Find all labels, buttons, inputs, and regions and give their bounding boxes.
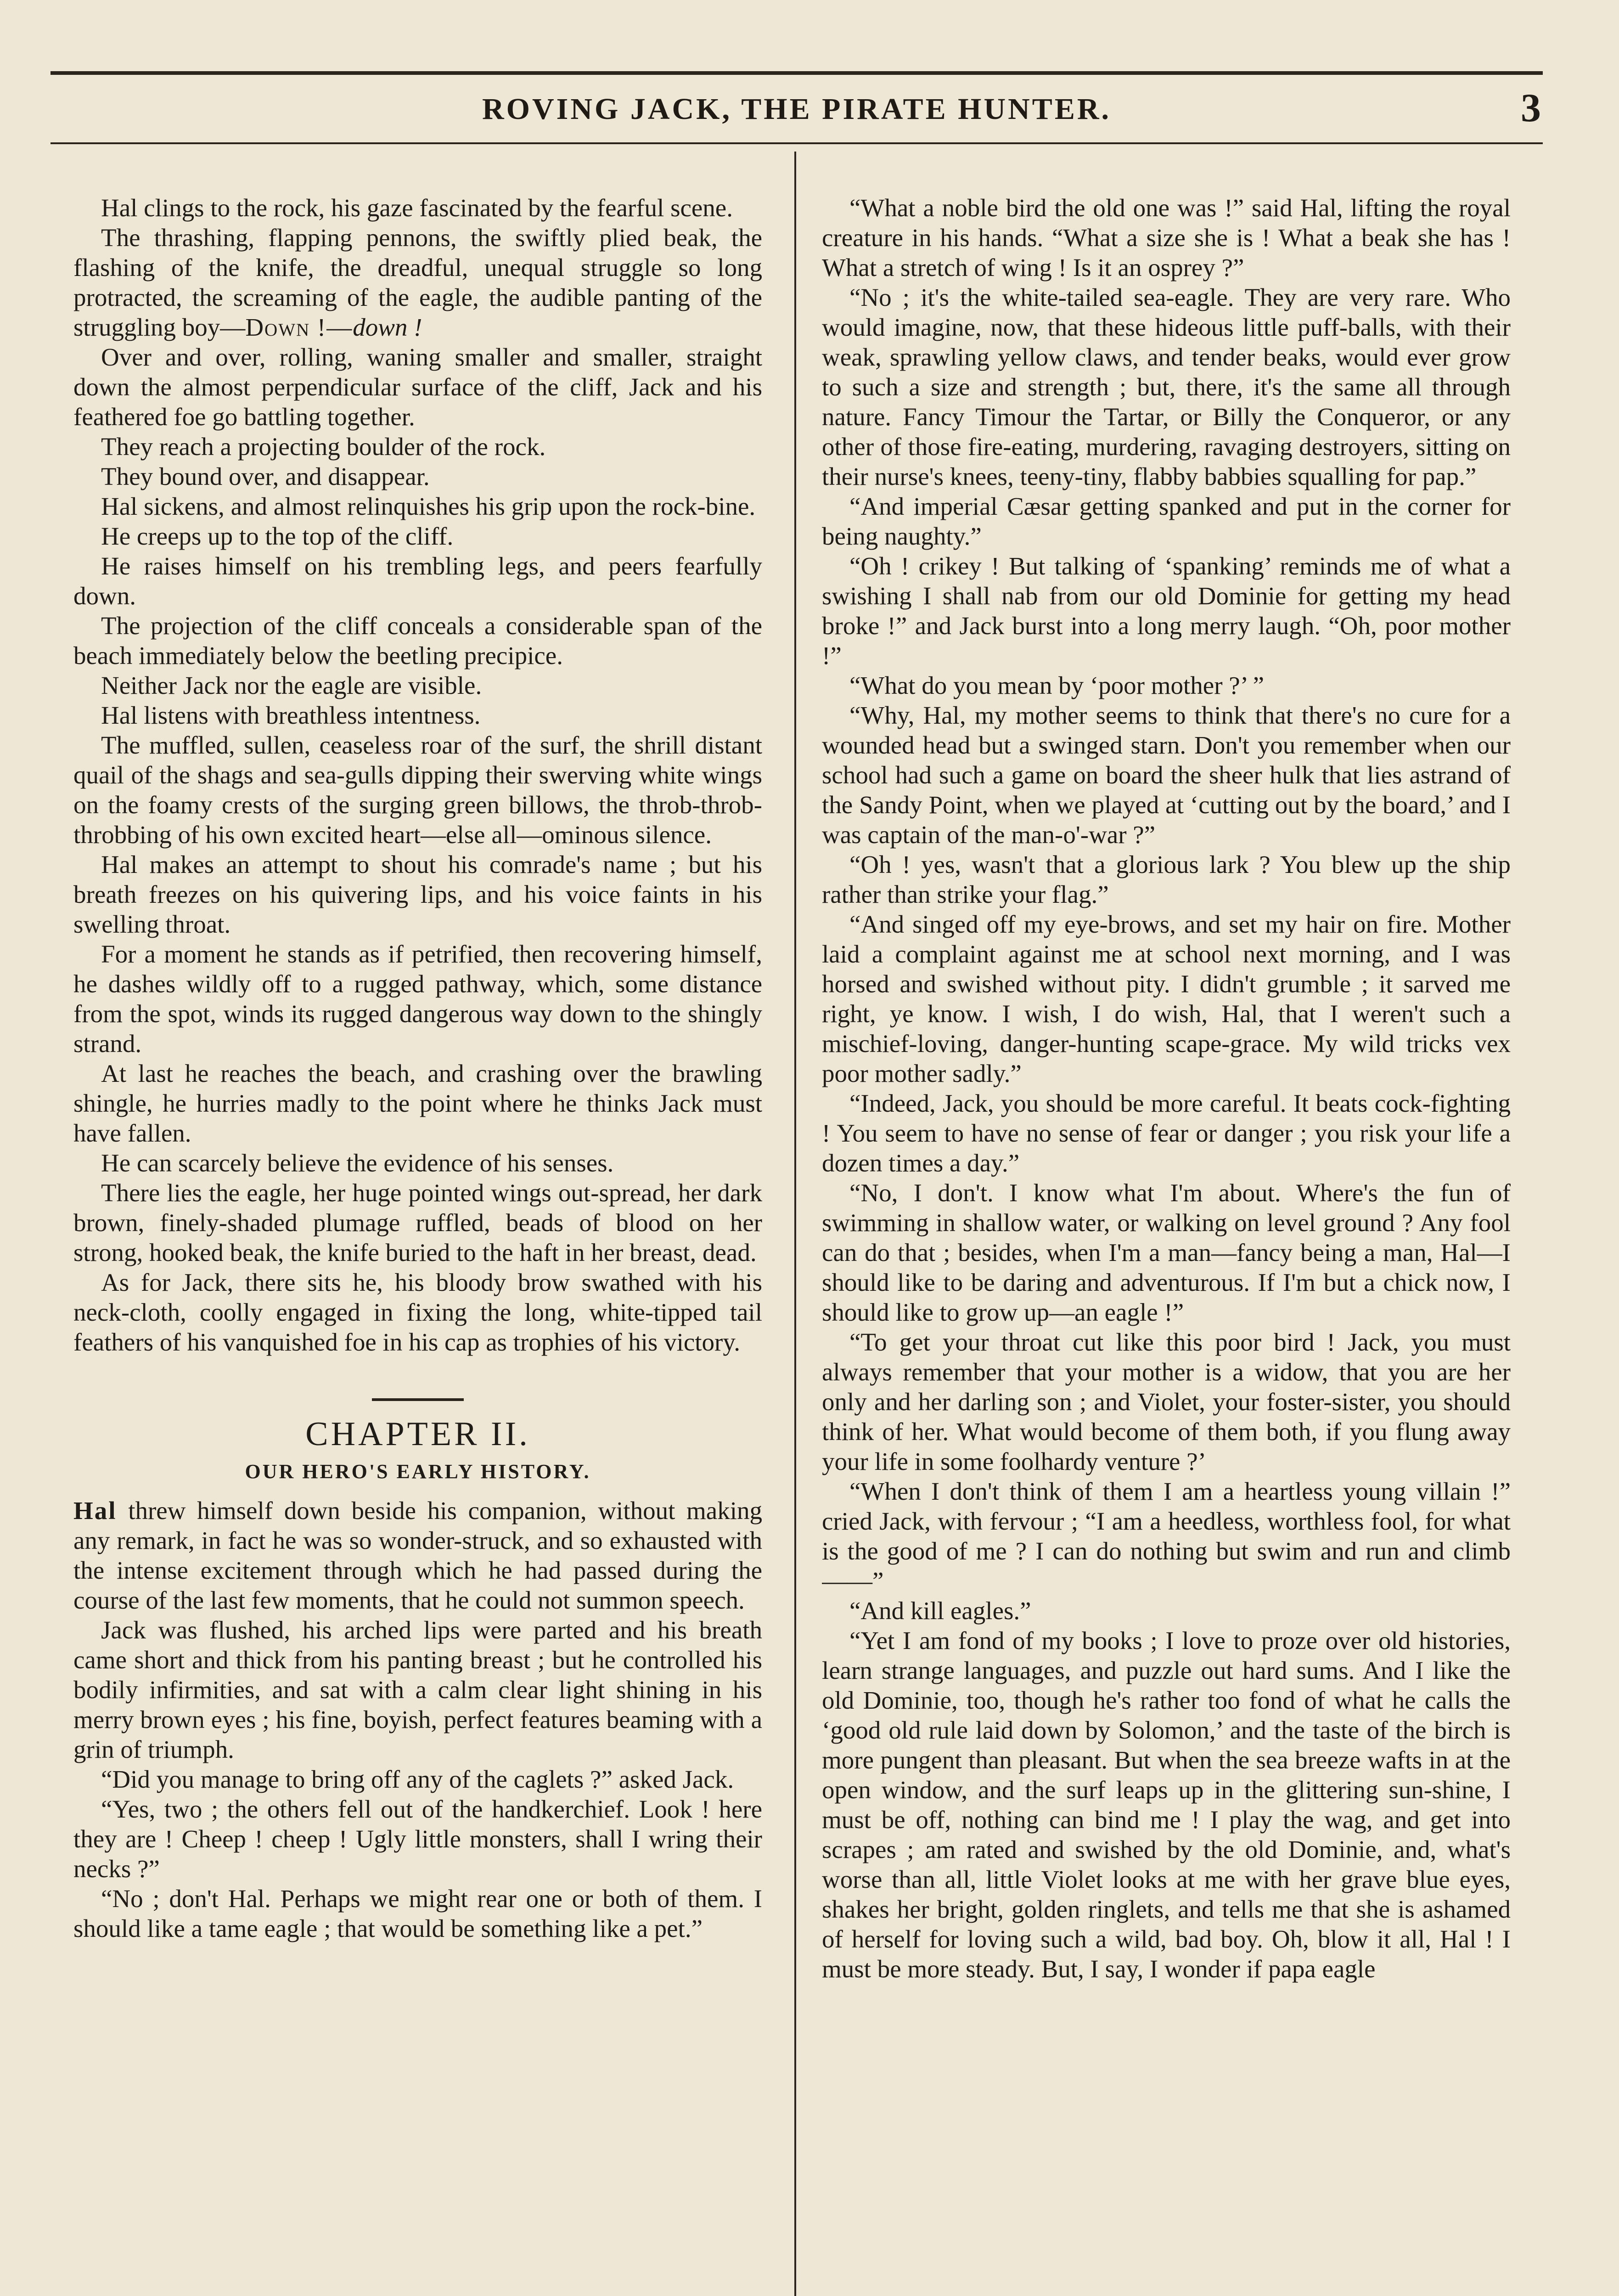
paragraph: “And singed off my eye-brows, and set my hair on fire. Mother laid a complaint against me at school next morning, and I was horsed and swished without pity. I didn't grumble ; it sarved me right, ye know. I wish, I do wish, Hal, that I weren't such a mischief-loving, danger-hunting scape-grace. My wild tricks vex poor mother sadly.” [822,910,1511,1087]
paragraph: “Did you manage to bring off any of the caglets ?” asked Jack. [101,1765,734,1793]
header-bottom-rule [51,142,1543,144]
down-italic: down ! [353,313,422,341]
paragraph: He can scarcely believe the evidence of his senses. [101,1149,614,1177]
left-column [73,193,762,2296]
chapter-subtitle: OUR HERO'S EARLY HISTORY. [245,1460,591,1483]
paragraph: “What do you mean by ‘poor mother ?’ ” [849,671,1265,699]
paragraph: “And kill eagles.” [849,1597,1031,1625]
running-title: ROVING JACK, THE PIRATE HUNTER. [482,92,1112,126]
first-word: Hal [73,1497,117,1525]
paragraph: There lies the eagle, her huge pointed wings out-spread, her dark brown, finely-shaded plumage ruffled, beads of blood on her strong, hooked beak, the knife buried to the haft in her breast, dead. [73,1179,762,1266]
page-number: 3 [1521,86,1541,130]
paragraph: “Why, Hal, my mother seems to think that there's no cure for a wounded head but a swinged starn. Don't you remember when our school had such a game on board the sheer hulk that lies astrand of the Sandy Point, when we played at ‘cutting out by the board,’ and I was captain of the man-o'-war ?” [822,701,1511,849]
paragraph: The projection of the cliff conceals a considerable span of the beach immediately below the beetling precipice. [73,612,762,670]
paragraph: Hal clings to the rock, his gaze fascinated by the fearful scene. [101,194,733,222]
paragraph: “What a noble bird the old one was !” said Hal, lifting the royal creature in his hands. “What a size she is ! What a beak she has ! What a stretch of wing ! Is it an osprey ?” [822,194,1511,281]
paragraph: “Oh ! yes, wasn't that a glorious lark ? You blew up the ship rather than strike your flag.” [822,850,1511,908]
paragraph: Jack was flushed, his arched lips were parted and his breath came short and thick from his panting breast ; but he controlled his bodily infirmities, and sat with a calm clear light shining in his merry brown eyes ; his fine, boyish, perfect features beaming with a grin of triumph. [73,1616,762,1763]
down-caps: Down !— [245,313,353,341]
paragraph: Hal listens with breathless intentness. [101,701,481,729]
paragraph: He raises himself on his trembling legs, and peers fearfully down. [73,552,762,610]
paragraph: “To get your throat cut like this poor bird ! Jack, you must always remember that your mother is a widow, that you are her only and her darling son ; and Violet, your foster-sister, you should think of her. What would become of them both, if you flung away your life in some foolhardy venture ?’ [822,1328,1511,1475]
paragraph: Over and over, rolling, waning smaller and smaller, straight down the almost perpendicular surface of the cliff, Jack and his feathered foe go battling together. [73,343,762,431]
paragraph: “No ; don't Hal. Perhaps we might rear one or both of them. I should like a tame eagle ; that would be something like a pet.” [73,1885,762,1942]
paragraph-chapter-opening: Hal threw himself down beside his companion, without making any remark, in fact he was so wonder-struck, and so exhausted with the intense excitement through which he had passed during the course of the last few moments, that he could not summon speech. [73,1497,762,1614]
paragraph: “Oh ! crikey ! But talking of ‘spanking’ reminds me of what a swishing I shall nab from our old Dominie for getting my head broke !” and Jack burst into a long merry laugh. “Oh, poor mother !” [822,552,1511,670]
paragraph: He creeps up to the top of the cliff. [101,522,454,550]
header-top-rule [51,71,1543,75]
paragraph: Hal sickens, and almost relinquishes his grip upon the rock-bine. [101,492,756,520]
column-divider [794,152,796,2296]
paragraph: They bound over, and disappear. [101,462,430,490]
paragraph: “And imperial Cæsar getting spanked and put in the corner for being naughty.” [822,492,1511,550]
paragraph: As for Jack, there sits he, his bloody brow swathed with his neck-cloth, coolly engaged in fixing the long, white-tipped tail feathers of his vanquished foe in his cap as trophies of his victory. [73,1268,762,1356]
paragraph: “No ; it's the white-tailed sea-eagle. They are very rare. Who would imagine, now, that these hideous little puff-balls, with their weak, sprawling yellow claws, and tender beaks, would ever grow to such a size and strength ; but, there, it's the same all through nature. Fancy Timour the Tartar, or Billy the Conqueror, or any other of those fire-eating, murdering, ravaging destroyers, sitting on their nurse's knees, teeny-tiny, flabby babbies squalling for pap.” [822,283,1511,490]
right-column [822,193,1511,2296]
paragraph: “Indeed, Jack, you should be more careful. It beats cock-fighting ! You seem to have no sense of fear or danger ; you risk your life a dozen times a day.” [822,1089,1511,1177]
paragraph: For a moment he stands as if petrified, then recovering himself, he dashes wildly off to a rugged pathway, which, some distance from the spot, winds its rugged dangerous way down to the shingly strand. [73,940,762,1058]
section-divider-rule [372,1398,464,1401]
paragraph: “No, I don't. I know what I'm about. Where's the fun of swimming in shallow water, or walking on level ground ? Any fool can do that ; besides, when I'm a man—fancy being a man, Hal—I should like to be daring and adventurous. If I'm but a chick now, I should like to grow up—an eagle !” [822,1179,1511,1326]
paragraph: Neither Jack nor the eagle are visible. [101,671,482,699]
paragraph: “Yet I am fond of my books ; I love to proze over old histories, learn strange languages, and puzzle out hard sums. And I like the old Dominie, too, though he's rather too fond of what he calls the ‘good old rule laid down by Solomon,’ and the taste of the birch is more pungent than pleasant. But when the sea breeze wafts in at the open window, and the surf leaps up in the glittering sun-shine, I must be off, nothing can bind me ! I play the wag, and get into scrapes ; am rated and swished by the old Dominie, and, what's worse than all, little Violet looks at me with her grave blue eyes, shakes her bright, golden ringlets, and tells me that she is ashamed of herself for loving such a wild, bad boy. Oh, blow it all, Hal ! I must be more steady. But, I say, I wonder if papa eagle [822,1626,1511,1983]
paragraph: They reach a projecting boulder of the rock. [101,433,546,461]
paragraph: “Yes, two ; the others fell out of the handkerchief. Look ! here they are ! Cheep ! cheep ! Ugly little monsters, shall I wring their necks ?” [73,1795,762,1883]
paragraph: At last he reaches the beach, and crashing over the brawling shingle, he hurries madly to the point where he thinks Jack must have fallen. [73,1059,762,1147]
paragraph: Hal makes an attempt to shout his comrade's name ; but his breath freezes on his quivering lips, and his voice faints in his swelling throat. [73,850,762,938]
paragraph: The muffled, sullen, ceaseless roar of the surf, the shrill distant quail of the shags and sea-gulls dipping their swerving white wings on the foamy crests of the surging green billows, the throb-throb-throbbing of his own excited heart—else all—ominous silence. [73,731,762,849]
chapter-title: CHAPTER II. [305,1415,530,1453]
paragraph: “When I don't think of them I am a heartless young villain !” cried Jack, with fervour ; “I am a heedless, worthless fool, for what is the good of me ? I can do nothing but swim and run and climb——” [822,1477,1511,1595]
paragraph: The thrashing, flapping pennons, the swiftly plied beak, the flashing of the knife, the dreadful, unequal struggle so long protracted, the screaming of the eagle, the audible panting of the struggling boy—Down !—down ! [73,224,762,341]
